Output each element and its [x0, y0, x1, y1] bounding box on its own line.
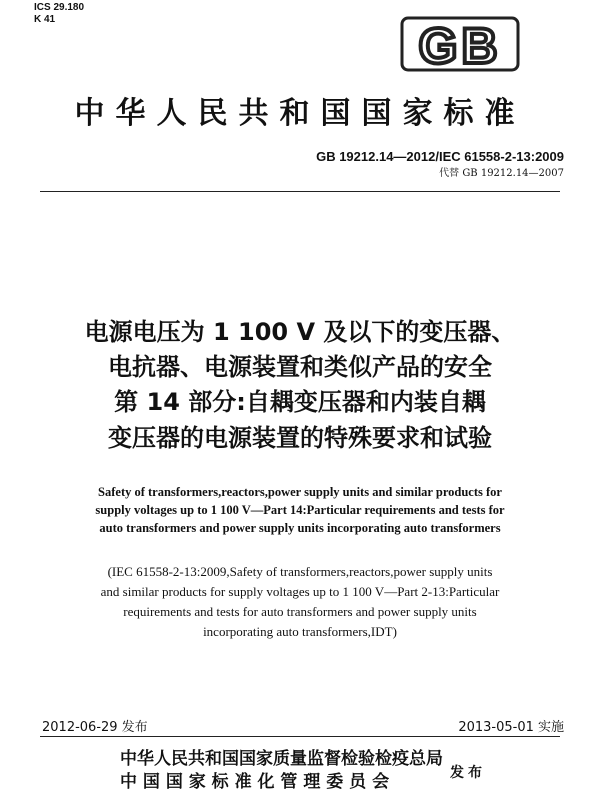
standard-number: GB 19212.14—2012/IEC 61558-2-13:2009	[316, 149, 564, 164]
cn-title-line-4: 变压器的电源装置的特殊要求和试验	[108, 424, 492, 452]
replaces-note: 代替 GB 19212.14—2007	[439, 168, 564, 179]
en-title-line-1: Safety of transformers,reactors,power supply units and similar products for	[98, 485, 502, 499]
en-title-line-2: supply voltages up to 1 100 V—Part 14:Particular requirements and tests for	[95, 503, 505, 517]
iec-ref-line-4: incorporating auto transformers,IDT)	[203, 624, 397, 639]
issuer-line-2: 中 国 国 家 标 准 化 管 理 委 员 会	[120, 772, 390, 792]
iec-ref-line-2: and similar products for supply voltages up to 1 100 V—Part 2-13:Particular	[100, 584, 500, 599]
publish-date: 2012-06-29 发布	[42, 720, 148, 735]
ics-code: ICS 29.180	[34, 2, 85, 13]
bottom-divider	[40, 736, 560, 737]
en-title-line-3: auto transformers and power supply units incorporating auto transformers	[99, 521, 501, 535]
issuer-line-1: 中华人民共和国国家质量监督检验检疫总局	[120, 749, 443, 769]
gb-logo	[400, 14, 520, 74]
iec-ref-line-1: (IEC 61558-2-13:2009,Safety of transformers,reactors,power supply units	[107, 564, 493, 579]
ccs-code: K 41	[34, 14, 56, 25]
top-divider	[40, 191, 560, 192]
cn-title-line-2: 电抗器、电源装置和类似产品的安全	[108, 353, 492, 381]
gb-logo-text: GB	[418, 18, 502, 74]
cn-title-line-1: 电源电压为 1 100 V 及以下的变压器、	[84, 318, 516, 346]
cn-title-line-3: 第 14 部分:自耦变压器和内装自耦	[114, 388, 486, 416]
national-standard-heading: 中华人民共和国国家标准	[74, 96, 526, 131]
issue-action: 发布	[450, 765, 486, 781]
implement-date: 2013-05-01 实施	[458, 720, 564, 735]
classification-codes	[34, 2, 84, 26]
iec-ref-line-3: requirements and tests for auto transformers and power supply units	[123, 604, 477, 619]
